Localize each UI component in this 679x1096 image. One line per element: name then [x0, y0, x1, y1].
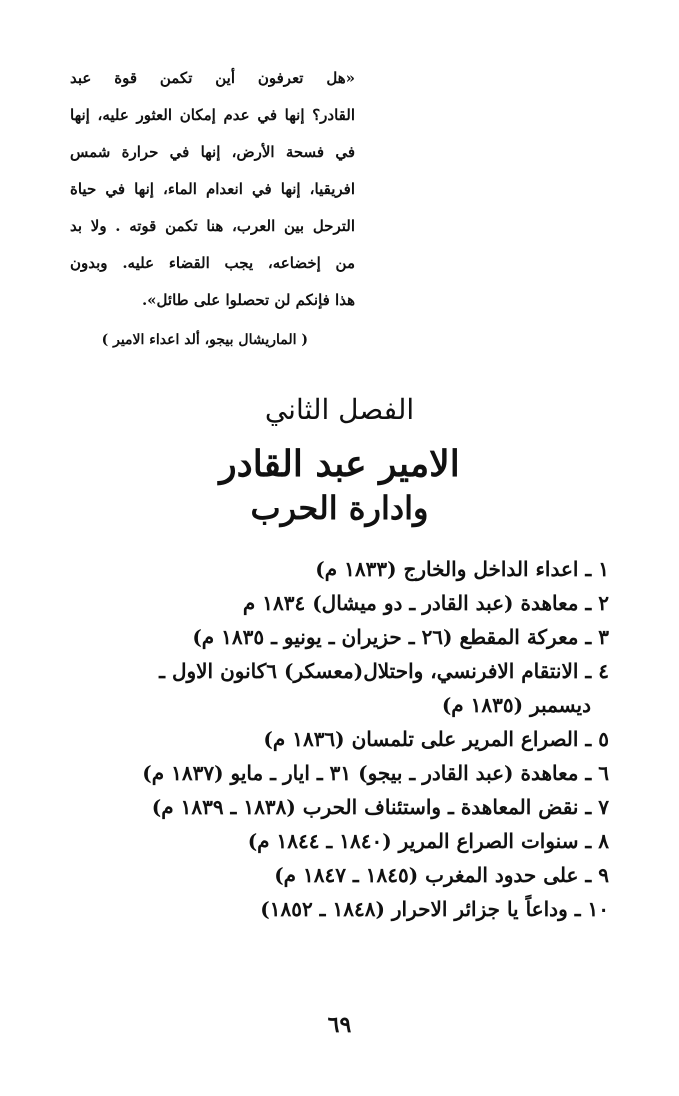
chapter-title: الامير عبد القادر: [219, 443, 460, 485]
chapter-label: الفصل الثاني: [264, 393, 415, 426]
quote-line: افريقيا، إنها في انعدام الماء، إنها في حياة: [70, 180, 355, 198]
quote-line: «هل تعرفون أين تكمن قوة عبد: [70, 69, 355, 87]
contents-item: ٥ ـ الصراع المرير على تلمسان (١٨٣٦ م): [263, 727, 609, 751]
quote-line: الترحل بين العرب، هنا تكمن قوته . ولا بد: [70, 217, 355, 235]
contents-item: ٦ ـ معاهدة (عبد القادر ـ بيجو) ٣١ ـ ايار ـ مايو (١٨٣٧ م): [142, 761, 609, 785]
contents-item-continuation: ديسمبر (١٨٣٥ م): [441, 693, 591, 717]
quote-line: القادر؟ إنها في عدم إمكان العثور عليه، إنها: [70, 106, 355, 124]
contents-item: ١ ـ اعداء الداخل والخارج (١٨٣٣ م): [315, 557, 609, 581]
contents-item: ٣ ـ معركة المقطع (٢٦ ـ حزيران ـ يونيو ـ ١٨٣٥ م): [192, 625, 609, 649]
contents-item: ٩ ـ على حدود المغرب (١٨٤٥ ـ ١٨٤٧ م): [274, 863, 609, 887]
contents-item: ٢ ـ معاهدة (عبد القادر ـ دو ميشال) ١٨٣٤ م: [242, 591, 609, 615]
page-number: ٦٩: [327, 1012, 352, 1038]
quote-line: في فسحة الأرض، إنها في حرارة شمس: [70, 143, 355, 161]
quote-attribution: ( الماريشال بيجو، ألد اعداء الامير ): [101, 332, 308, 348]
epigraph-quote: [70, 60, 355, 319]
contents-item: ٨ ـ سنوات الصراع المرير (١٨٤٠ ـ ١٨٤٤ م): [247, 829, 609, 853]
contents-list: [69, 552, 609, 926]
contents-item: ١٠ ـ وداعاً يا جزائر الاحرار (١٨٤٨ ـ ١٨٥٢): [260, 897, 609, 921]
quote-line: هذا فإنكم لن تحصلوا على طائل».: [141, 291, 355, 309]
contents-item: ٧ ـ نقض المعاهدة ـ واستئناف الحرب (١٨٣٨ ـ ١٨٣٩ م): [151, 795, 609, 819]
chapter-subtitle: وادارة الحرب: [250, 489, 429, 527]
quote-line: من إخضاعه، يجب القضاء عليه. وبدون: [70, 254, 355, 272]
contents-item: ٤ ـ الانتقام الافرنسي، واحتلال(معسكر) ٦كانون الاول ـ: [159, 659, 609, 683]
